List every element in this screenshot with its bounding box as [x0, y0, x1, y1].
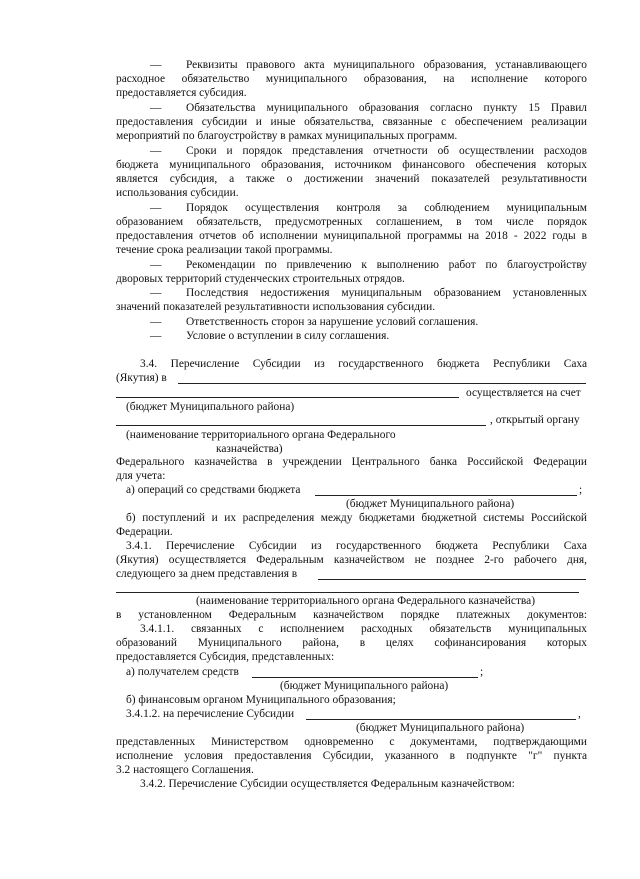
bullet-4-line-1: Порядок осуществления контроля за соблюдением муниципальным: [186, 202, 587, 214]
s3411-item-a: а) получателем средств: [126, 666, 239, 678]
s34-caption-treasury-b: казначейства): [216, 443, 283, 455]
fill-blank: [318, 579, 586, 580]
bullet-dash: —: [150, 202, 162, 214]
s34-item-b-line-2: Федерации.: [116, 526, 173, 538]
s3412-line-4: исполнение условия предоставления Субсидии, указанного в подпункте "г" пункта: [116, 750, 587, 762]
s3411-line-2: образований Муниципального района, в целях софинансирования которых: [116, 637, 587, 649]
bullet-1-line-1: Реквизиты правового акта муниципального образования, устанавливающего: [186, 59, 587, 71]
fill-blank: [116, 397, 459, 398]
bullet-6-line-2: значений показателей результативности использования субсидии.: [116, 301, 436, 313]
s3412-caption-budget: (бюджет Муниципального района): [356, 722, 525, 734]
s3411-item-b: б) финансовым органом Муниципального образования;: [126, 694, 396, 706]
bullet-2-line-3: мероприятий по благоустройству в рамках муниципальных программ.: [116, 130, 458, 142]
s3411-item-a-end: ;: [480, 666, 484, 678]
bullet-3-line-2: бюджета муниципального образования, источником финансового обеспечения которых: [116, 159, 587, 171]
bullet-dash: —: [150, 287, 162, 299]
s34-line-8: Федерального казначейства в учреждении Центрального банка Российской Федерации: [116, 456, 587, 468]
bullet-dash: —: [150, 145, 162, 157]
bullet-dash: —: [150, 259, 162, 271]
bullet-1-line-3: предоставляется субсидия.: [116, 87, 247, 99]
s3412-line-3: представленных Министерством одновременно с документами, подтверждающими: [116, 736, 587, 748]
s3411-line-1: 3.4.1.1. связанных с исполнением расходных обязательств муниципальных: [140, 623, 587, 635]
s342-line-1: 3.4.2. Перечисление Субсидии осуществляется Федеральным казначейством:: [140, 778, 515, 790]
bullet-3-line-4: использования субсидии.: [116, 187, 239, 199]
s3411-line-3: предоставляется Субсидия, представленных:: [116, 651, 335, 663]
bullet-4-line-3: предоставления отчетов об исполнении муниципальной программы на 2018 - 2022 годы в: [116, 230, 587, 242]
s341-line-3-start: следующего за днем представления в: [116, 568, 298, 580]
s3411-caption-budget: (бюджет Муниципального района): [280, 680, 449, 692]
bullet-dash: —: [150, 102, 162, 114]
s341-line-2: (Якутия) осуществляется Федеральным казначейством не позднее 2-го рабочего дня,: [116, 554, 587, 566]
s34-caption-treasury-a: (наименование территориального органа Федерального: [126, 429, 396, 441]
s34-item-b-line-1: б) поступлений и их распределения между бюджетами бюджетной системы Российской: [126, 512, 587, 524]
bullet-7-line-1: Ответственность сторон за нарушение условий соглашения.: [186, 316, 479, 328]
bullet-5-line-2: дворовых территорий студенческих строительных отрядов.: [116, 273, 405, 285]
s341-line-5: в установленном Федеральным казначейством порядке платежных документов:: [116, 609, 587, 621]
s34-item-a: а) операций со средствами бюджета: [126, 484, 301, 496]
bullet-dash: —: [150, 316, 162, 328]
bullet-4-line-4: течение срока реализации такой программы.: [116, 244, 333, 256]
s34-line-1: 3.4. Перечисление Субсидии из государственного бюджета Республики Саха: [140, 358, 587, 370]
fill-blank: [252, 677, 478, 678]
s341-caption-treasury: (наименование территориального органа Федерального казначейства): [196, 595, 535, 607]
bullet-dash: —: [150, 59, 162, 71]
bullet-3-line-1: Сроки и порядок представления отчетности об осуществлении расходов: [186, 145, 587, 157]
s3412-line-1-end: ,: [578, 708, 581, 720]
fill-blank: [315, 495, 577, 496]
s34-line-9: для учета:: [116, 470, 166, 482]
bullet-6-line-1: Последствия недостижения муниципальным образованием установленных: [186, 287, 587, 299]
s34-caption-budget-2: (бюджет Муниципального района): [346, 498, 515, 510]
s34-item-a-end: ;: [579, 484, 583, 496]
fill-blank: [306, 719, 576, 720]
bullet-1-line-2: расходное обязательство муниципального образования, на исполнение которого: [116, 73, 587, 85]
bullet-2-line-1: Обязательства муниципального образования согласно пункту 15 Правил: [186, 102, 587, 114]
fill-blank: [116, 592, 579, 593]
bullet-3-line-3: является субсидия, а также о достижении значений показателей результативности: [116, 173, 587, 185]
s341-line-1: 3.4.1. Перечисление Субсидии из государственного бюджета Республики Саха: [126, 540, 587, 552]
s34-line-5-end: , открытый органу: [490, 414, 580, 426]
s34-caption-budget: (бюджет Муниципального района): [126, 401, 295, 413]
fill-blank: [116, 425, 486, 426]
s3412-line-5: 3.2 настоящего Соглашения.: [116, 764, 254, 776]
s34-line-2-start: (Якутия) в: [116, 372, 167, 384]
s3412-line-1-start: 3.4.1.2. на перечисление Субсидии: [126, 708, 295, 720]
bullet-8-line-1: Условие о вступлении в силу соглашения.: [186, 330, 390, 342]
s34-line-3-end: осуществляется на счет: [466, 387, 581, 399]
bullet-5-line-1: Рекомендации по привлечению к выполнению работ по благоустройству: [186, 259, 587, 271]
bullet-2-line-2: предоставления субсидии и иные обязательства, связанные с обеспечением реализации: [116, 116, 587, 128]
fill-blank: [178, 383, 586, 384]
bullet-dash: —: [150, 330, 162, 342]
bullet-4-line-2: образованием обязательств, предусмотренных соглашением, в том числе порядок: [116, 216, 587, 228]
